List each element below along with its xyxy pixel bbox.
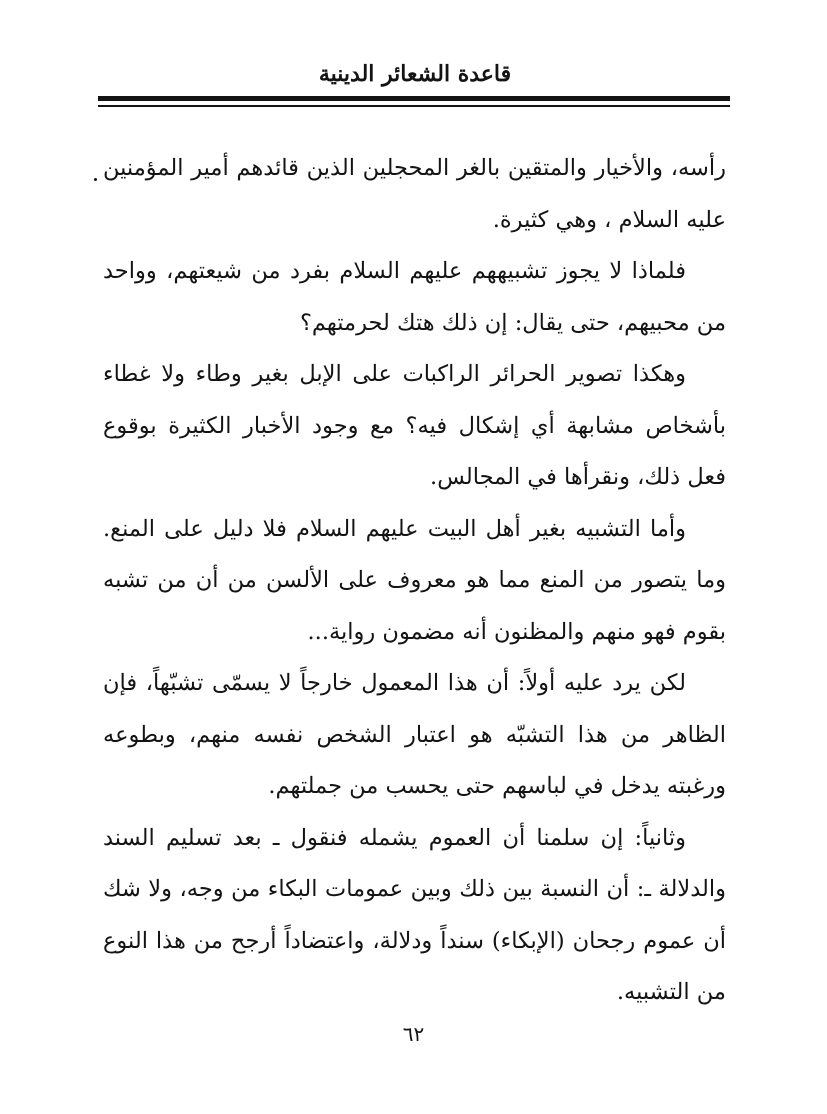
header-rule-thick bbox=[98, 96, 730, 101]
paragraph-5: لكن يرد عليه أولاً: أن هذا المعمول خارجاً لا يسمّى تشبّهاً، فإن الظاهر من هذا التشبّه هو اعتبار الشخص نفسه منهم، وبطوعه ورغبته يدخل في لباسهم حتى يحسب من جملتهم. bbox=[103, 670, 726, 799]
header-rule-thin bbox=[98, 105, 730, 107]
paragraph-6: وثانياً: إن سلمنا أن العموم يشمله فنقول ـ بعد تسليم السند والدلالة ـ: أن النسبة بين ذلك وبين عمومات البكاء من وجه، ولا شك أن عموم رجحان (الإبكاء) سنداً ودلالة، واعتضاداً أرجح من هذا النوع من التشبيه. bbox=[103, 824, 726, 1005]
paragraph-4: وأما التشبيه بغير أهل البيت عليهم السلام فلا دليل على المنع. وما يتصور من المنع مما هو معروف على الألسن من أن من تشبه بقوم فهو منهم والمظنون أنه مضمون رواية... bbox=[103, 515, 726, 645]
paragraph-1: رأسه، والأخيار والمتقين بالغر المحجلين الذين قائدهم أمير المؤمنين عليه السلام ، وهي كثيرة. bbox=[103, 155, 726, 233]
body-text bbox=[103, 143, 726, 1019]
paragraph-2: فلماذا لا يجوز تشبيههم عليهم السلام بفرد من شيعتهم، وواحد من محبيهم، حتى يقال: إن ذلك هتك لحرمتهم؟ bbox=[103, 258, 726, 336]
stray-ink-mark bbox=[94, 178, 97, 181]
running-header-title: قاعدة الشعائر الدينية bbox=[318, 61, 512, 87]
paragraph-3: وهكذا تصوير الحرائر الراكبات على الإبل بغير وطاء ولا غطاء بأشخاص مشابهة أي إشكال فيه؟ مع وجود الأخبار الكثيرة بوقوع فعل ذلك، ونقرأها في المجالس. bbox=[103, 361, 726, 490]
page-number: ٦٢ bbox=[402, 1022, 425, 1046]
